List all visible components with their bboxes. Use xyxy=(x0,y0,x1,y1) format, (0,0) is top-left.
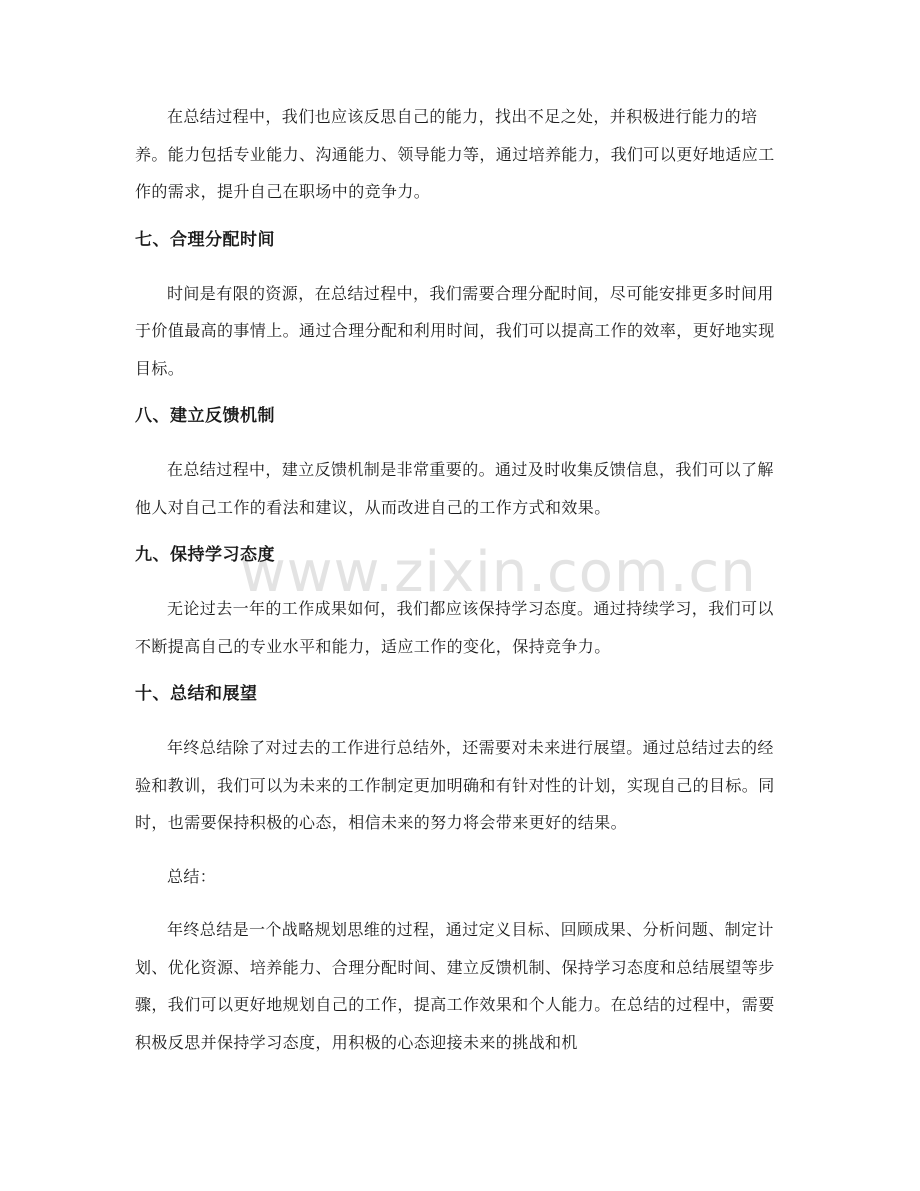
section-body-9: 无论过去一年的工作成果如何，我们都应该保持学习态度。通过持续学习，我们可以不断提高自己的专业水平和能力，适应工作的变化，保持竞争力。 xyxy=(135,599,774,656)
document-body xyxy=(135,98,785,1077)
section-heading-7: 七、合理分配时间 xyxy=(135,229,275,250)
summary-label: 总结： xyxy=(167,866,217,886)
intro-paragraph: 在总结过程中，我们也应该反思自己的能力，找出不足之处，并积极进行能力的培养。能力包括专业能力、沟通能力、领导能力等，通过培养能力，我们可以更好地适应工作的需求，提升自己在职场中的竞争力。 xyxy=(135,107,775,201)
section-heading-10: 十、总结和展望 xyxy=(135,684,258,704)
section-body-8: 在总结过程中，建立反馈机制是非常重要的。通过及时收集反馈信息，我们可以了解他人对自己工作的看法和建议，从而改进自己的工作方式和效果。 xyxy=(135,460,774,517)
section-body-7: 时间是有限的资源，在总结过程中，我们需要合理分配时间，尽可能安排更多时间用于价值最高的事情上。通过合理分配和利用时间，我们可以提高工作的效率，更好地实现目标。 xyxy=(135,283,775,378)
section-heading-9: 九、保持学习态度 xyxy=(135,545,275,565)
summary-body: 年终总结是一个战略规划思维的过程，通过定义目标、回顾成果、分析问题、制定计划、优化资源、培养能力、合理分配时间、建立反馈机制、保持学习态度和总结展望等步骤，我们可以更好地规划自己的工作，提高工作效果和个人能力。在总结的过程中，需要积极反思并保持学习态度，用积极的心态迎接未来的挑战和机 xyxy=(135,920,775,1052)
section-heading-8: 八、建立反馈机制 xyxy=(135,406,275,426)
watermark: www.zixin.com.cn xyxy=(240,540,757,605)
section-body-10: 年终总结除了对过去的工作进行总结外，还需要对未来进行展望。通过总结过去的经验和教训，我们可以为未来的工作制定更加明确和有针对性的计划，实现自己的目标。同时，也需要保持积极的心态，相信未来的努力将会带来更好的结果。 xyxy=(135,738,775,832)
